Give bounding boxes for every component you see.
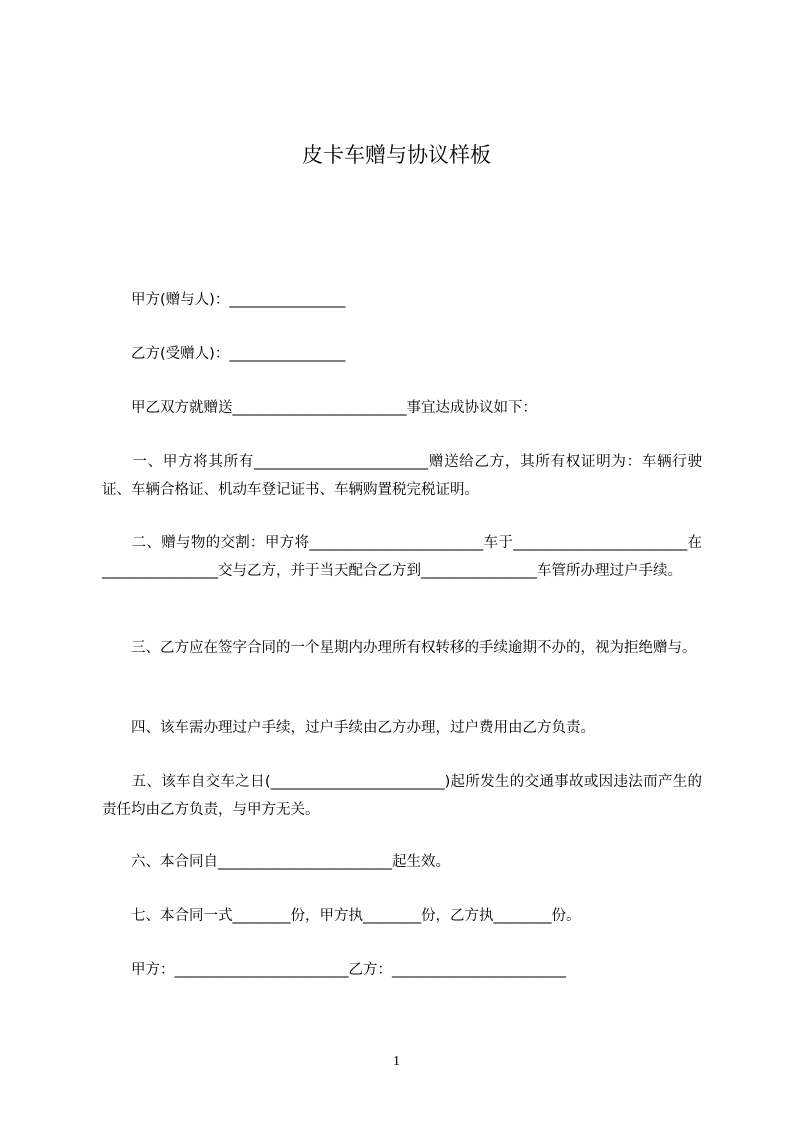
agreement-intro: 甲乙双方就赠送________________________事宜达成协议如下： [102, 400, 537, 416]
clause-7: 七、本合同一式________份，甲方执________份，乙方执________份。 [102, 908, 581, 924]
page-number: 1 [393, 1054, 400, 1069]
party-a-line: 甲方(赠与人)：________________ [102, 292, 346, 308]
document-title: 皮卡车赠与协议样板 [302, 143, 491, 167]
party-b-line: 乙方(受赠人)：________________ [102, 346, 346, 362]
clause-2: 二、赠与物的交割：甲方将________________________车于________________________在________________交与乙方，并于当天配合乙方到________________车管所办理过户手续。 [102, 535, 702, 579]
clause-5: 五、该车自交车之日(________________________)起所发生的交通事故或因违法而产生的责任均由乙方负责，与甲方无关。 [102, 774, 702, 818]
clause-3: 三、乙方应在签字合同的一个星期内办理所有权转移的手续逾期不办的，视为拒绝赠与。 [102, 640, 697, 656]
clause-4: 四、该车需办理过户手续，过户手续由乙方办理，过户费用由乙方负责。 [102, 720, 595, 736]
clause-1: 一、甲方将其所有________________________赠送给乙方，其所有权证明为：车辆行驶证、车辆合格证、机动车登记证书、车辆购置税完税证明。 [102, 454, 702, 498]
clause-6: 六、本合同自________________________起生效。 [102, 854, 450, 870]
signature-line: 甲方：________________________乙方：________________________ [102, 962, 566, 978]
